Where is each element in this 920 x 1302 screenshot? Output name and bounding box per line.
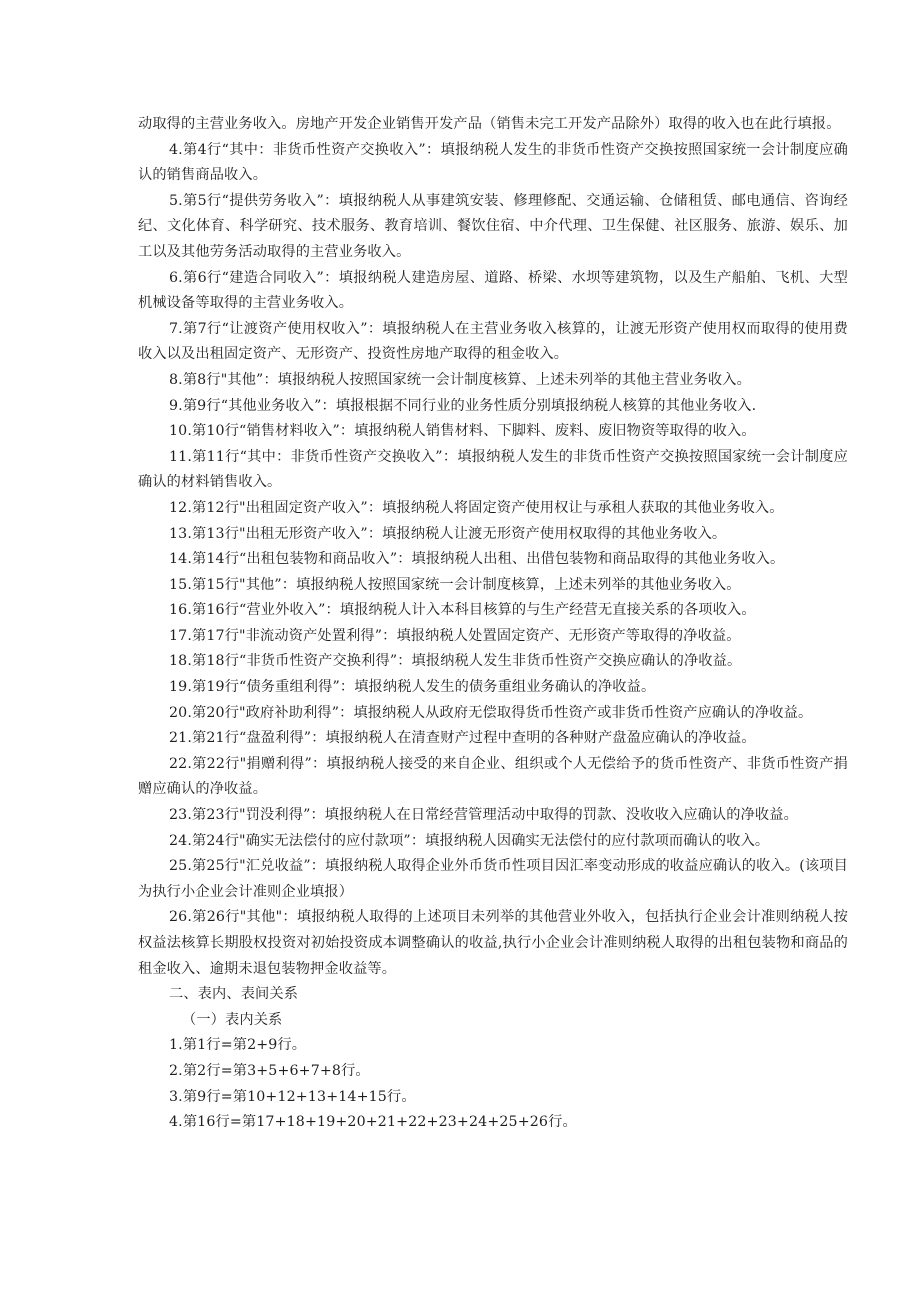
- document-body: [138, 112, 848, 1136]
- paragraph: 12.第12行"出租固定资产收入”：填报纳税人将固定资产使用权让与承租人获取的其他业务收入。: [169, 499, 784, 516]
- paragraph: 6.第6行“建造合同收入”：填报纳税人建造房屋、道路、桥梁、水坝等建筑物，以及生产船舶、飞机、大型机械设备等取得的主营业务收入。: [138, 269, 848, 312]
- paragraph: 7.第7行“让渡资产使用权收入”：填报纳税人在主营业务收入核算的，让渡无形资产使用权而取得的使用费收入以及出租固定资产、无形资产、投资性房地产取得的租金收入。: [138, 320, 848, 363]
- subsection-heading: （一）表内关系: [182, 1011, 283, 1028]
- paragraph: 8.第8行"其他”：填报纳税人按照国家统一会计制度核算、上述未列举的其他主营业务收入。: [169, 371, 751, 388]
- paragraph: 动取得的主营业务收入。房地产开发企业销售开发产品（销售未完工开发产品除外）取得的收入也在此行填报。: [138, 116, 841, 132]
- paragraph: 18.第18行“非货币性资产交换利得”：填报纳税人发生非货币性资产交换应确认的净收益。: [169, 653, 742, 670]
- paragraph: 25.第25行"汇兑收益”：填报纳税人取得企业外币货币性项目因汇率变动形成的收益应确认的收入。(该项目为执行小企业会计准则企业填报）: [138, 858, 848, 900]
- paragraph: 17.第17行"非流动资产处置利得”：填报纳税人处置固定资产、无形资产等取得的净收益。: [169, 627, 741, 644]
- paragraph: 3.第9行=第10+12+13+14+15行。: [169, 1088, 416, 1105]
- paragraph: 2.第2行=第3+5+6+7+8行。: [169, 1062, 370, 1079]
- paragraph: 24.第24行"确实无法偿付的应付款项”：填报纳税人因确实无法偿付的应付款项而确认的收入。: [169, 832, 770, 849]
- paragraph: 20.第20行"政府补助利得”：填报纳税人从政府无偿取得货币性资产或非货币性资产应确认的净收益。: [169, 704, 813, 721]
- paragraph: 22.第22行"捐赠利得”：填报纳税人接受的来自企业、组织或个人无偿给予的货币性资产、非货币性资产捐赠应确认的净收益。: [138, 755, 848, 798]
- paragraph: 16.第16行“营业外收入”：填报纳税人计入本科目核算的与生产经营无直接关系的各项收入。: [169, 602, 756, 619]
- paragraph: 15.第15行"其他”：填报纳税人按照国家统一会计制度核算，上述未列举的其他业务收入。: [169, 576, 741, 593]
- paragraph: 11.第11行“其中：非货币性资产交换收入”：填报纳税人发生的非货币性资产交换按照国家统一会计制度应确认的材料销售收入。: [138, 448, 848, 491]
- paragraph: 23.第23行"罚没利得”：填报纳税人在日常经营管理活动中取得的罚款、没收收入应确认的净收益。: [169, 807, 798, 824]
- paragraph: 10.第10行“销售材料收入”：填报纳税人销售材料、下脚料、废料、废旧物资等取得的收入。: [169, 423, 756, 440]
- paragraph: 26.第26行"其他"：填报纳税人取得的上述项目未列举的其他营业外收入，包括执行企业会计准则纳税人按权益法核算长期股权投资对初始投资成本调整确认的收益,执行小企业会计准则纳税人取得的出租包装物和商品的租金收入、逾期未退包装物押金收益等。: [138, 909, 848, 977]
- paragraph: 5.第5行“提供劳务收入”：填报纳税人从事建筑安装、修理修配、交通运输、仓储租赁、邮电通信、咨询经纪、文化体育、科学研究、技术服务、教育培训、餐饮住宿、中介代理、卫生保健、社区服务、旅游、娱乐、加工以及其他劳务活动取得的主营业务收入。: [138, 192, 848, 260]
- paragraph: 4.第16行=第17+18+19+20+21+22+23+24+25+26行。: [169, 1114, 577, 1131]
- paragraph: 1.第1行=第2+9行。: [169, 1037, 307, 1054]
- paragraph: 9.第9行“其他业务收入”：填报根据不同行业的业务性质分别填报纳税人核算的其他业务收入.: [169, 397, 757, 414]
- paragraph: 21.第21行“盘盈利得”：填报纳税人在清查财产过程中查明的各种财产盘盈应确认的净收益。: [169, 730, 756, 747]
- paragraph: 19.第19行“债务重组利得”：填报纳税人发生的债务重组业务确认的净收益。: [169, 679, 656, 696]
- paragraph: 13.第13行"出租无形资产收入”：填报纳税人让渡无形资产使用权取得的其他业务收入。: [169, 525, 727, 542]
- paragraph: 4.第4行“其中：非货币性资产交换收入”：填报纳税人发生的非货币性资产交换按照国家统一会计制度应确认的销售商品收入。: [138, 141, 848, 184]
- section-heading: 二、表内、表间关系: [169, 986, 299, 1003]
- paragraph: 14.第14行“出租包装物和商品收入”：填报纳税人出租、出借包装物和商品取得的其他业务收入。: [169, 551, 785, 568]
